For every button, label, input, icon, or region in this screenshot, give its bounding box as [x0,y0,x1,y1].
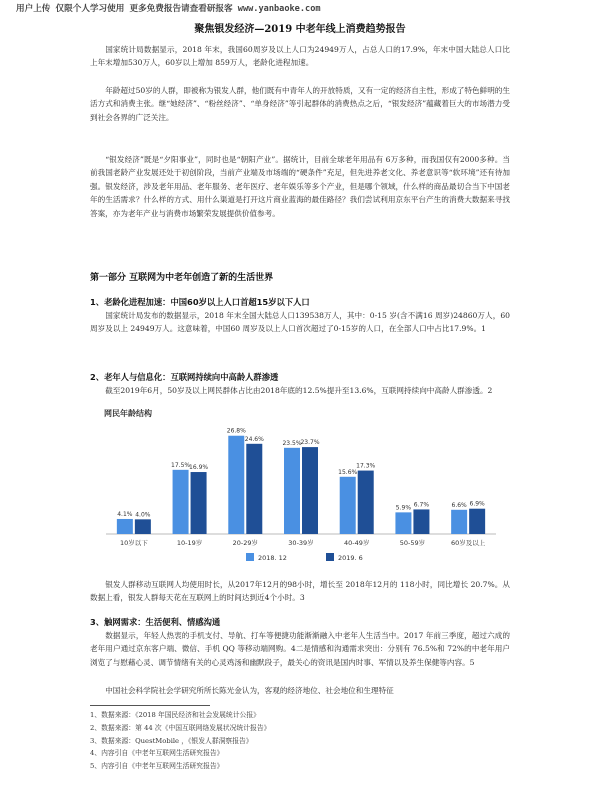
section-1-body: 国家统计局发布的数据显示，2018 年末全国大陆总人口139538万人，其中：0-15 岁(含不满16 周岁)24860万人，60 周岁及以上 24949万人。这意味着，中国60 周岁及以上人口首次超过了0-15岁的人口，在全部人口中占比17.9%。1 [90,311,510,334]
footnote-5: 5、内容引自《中老年互联网生活研究报告》 [90,762,224,771]
legend-label: 2018. 12 [258,554,287,562]
part-one-heading: 第一部分 互联网为中老年创造了新的生活世界 [90,273,274,283]
bar-2019-6-5 [413,509,429,534]
section-1-heading: 1、老龄化进程加速：中国60岁以上人口首超15岁以下人口 [90,297,310,307]
footnote-1: 1、数据来源：《2018 年国民经济和社会发展统计公报》 [90,711,260,719]
bar-data-label: 23.5% [282,439,302,447]
age-structure-chart [96,402,506,572]
legend-label: 2019. 6 [338,554,363,562]
x-tick-label: 40-49岁 [344,539,370,547]
section-3-heading: 3、触网需求：生活便利、情感沟通 [90,617,221,627]
bar-data-label: 26.8% [226,427,246,435]
bar-data-label: 6.7% [413,501,430,509]
bar-data-label: 16.9% [189,464,209,472]
page-title: 聚焦银发经济—2019 中老年线上消费趋势报告 [194,24,406,35]
bar-2019-6-6 [469,509,485,534]
x-tick-label: 30-39岁 [288,539,314,547]
bar-2018-12-1 [173,470,189,534]
bar-2019-6-2 [246,444,262,534]
x-tick-label: 10-19岁 [176,539,203,547]
page-header-watermark: 用户上传 仅限个人学习使用 更多免费报告请查看研报客 www.yanbaoke.com [16,4,321,14]
intro-paragraph-3: “银发经济”既是“夕阳事业”，同时也是“朝阳产业”。据统计，目前全球老年用品有 6万多种，而我国仅有2000多种。当前我国老龄产业发展还处于初创阶段，当前产业端及市场端的“硬条件”充足，但先进养老文化、养老意识等“软环境”还有待加强。银发经济，涉及老年用品、老年服务、老年医疗、老年娱乐等多个产业，但是哪个领域，什么样的商品最切合当下中国老年的生活需求？什么样的方式、用什么渠道是打开这片商业蓝海的最佳路径？我们尝试利用京东平台产生的消费大数据来寻找答案，亦为老年产业与消费市场繁荣发展提供价值参考。 [90,155,510,218]
chart-title: 网民年龄结构 [104,409,152,418]
bar-2019-6-3 [302,447,318,534]
x-tick-label: 20-29岁 [232,539,258,547]
bar-data-label: 4.1% [117,510,133,518]
bar-data-label: 5.9% [395,504,412,512]
x-tick-label: 10岁以下 [119,539,148,547]
intro-paragraph-1: 国家统计局数据显示，2018 年末，我国60周岁及以上人口为24949万人，占总人口的17.9%，年末中国大陆总人口比上年末增加530万人，60岁以上增加 859万人，老龄化进程加速。 [90,45,510,68]
bar-data-label: 15.6% [338,468,358,476]
section-3-body: 数据显示，年轻人热衷的手机支付、导航、打车等便捷功能渐渐融入中老年人生活当中。2017 年前三季度，超过六成的老年用户通过京东客户端、微信、手机 QQ 等移动端网购。4二是情感和沟通需求突出：分别有 76.5%和 72%的中老年用户浏览了与慰藉心灵、调节情绪有关的心灵鸡汤和幽默段子，最关心的资讯是国内时事、军情以及养生保健等内容。5 [90,631,510,667]
bar-data-label: 6.6% [451,501,467,509]
bar-data-label: 17.5% [171,461,191,469]
bar-2018-12-0 [117,519,133,534]
bar-2018-12-3 [284,448,300,534]
section-3-body-continued: 中国社会科学院社会学研究所所长陈光金认为，客观的经济地位、社会地位和生理特征 [105,686,394,695]
footnote-divider [90,705,210,706]
legend-swatch [246,553,254,561]
bar-2018-12-6 [451,510,467,534]
bar-2019-6-4 [358,471,374,534]
section-2-after-chart: 银发人群移动互联网人均使用时长，从2017年12月的98小时，增长至 2018年12月的 118小时，同比增长 20.7%。从数据上看，银发人群每天花在互联网上的时间达到近4个小时。3 [90,580,510,603]
bar-data-label: 24.6% [244,435,264,443]
section-2-body: 截至2019年6月，50岁及以上网民群体占比由2018年底的12.5%提升至13.6%，互联网持续向中高龄人群渗透。2 [105,386,493,395]
footnotes [90,709,510,773]
footnote-2: 2、数据来源：第 44 次《中国互联网络发展状况统计报告》 [90,723,271,732]
footnote-4: 4、内容引自《中老年互联网生活研究报告》 [90,749,224,758]
bar-2018-12-2 [228,436,244,534]
intro-paragraph-2: 年龄超过50岁的人群，即被称为银发人群，他们既有中青年人的开放特质，又有一定的经济自主性，形成了特色鲜明的生活方式和消费主张。继“她经济”、“粉丝经济”、“单身经济”等引起群体的消费热点之后，“银发经济”蕴藏着巨大的市场潜力受到社会各界的广泛关注。 [90,86,510,122]
section-2-heading: 2、老年人与信息化：互联网持续向中高龄人群渗透 [90,372,279,382]
bar-2019-6-0 [135,519,151,534]
bar-data-label: 17.3% [356,462,376,470]
bar-data-label: 6.9% [469,500,485,508]
x-tick-label: 50-59岁 [399,539,426,547]
legend-swatch [326,553,334,561]
footnote-3: 3、数据来源：QuestMobile ，《银发人群洞察报告》 [90,736,253,745]
bar-2019-6-1 [191,472,207,534]
bar-data-label: 4.0% [135,511,151,519]
bar-2018-12-4 [340,477,356,534]
x-tick-label: 60岁及以上 [451,539,486,547]
bar-2018-12-5 [395,512,411,534]
bar-data-label: 23.7% [300,439,320,447]
